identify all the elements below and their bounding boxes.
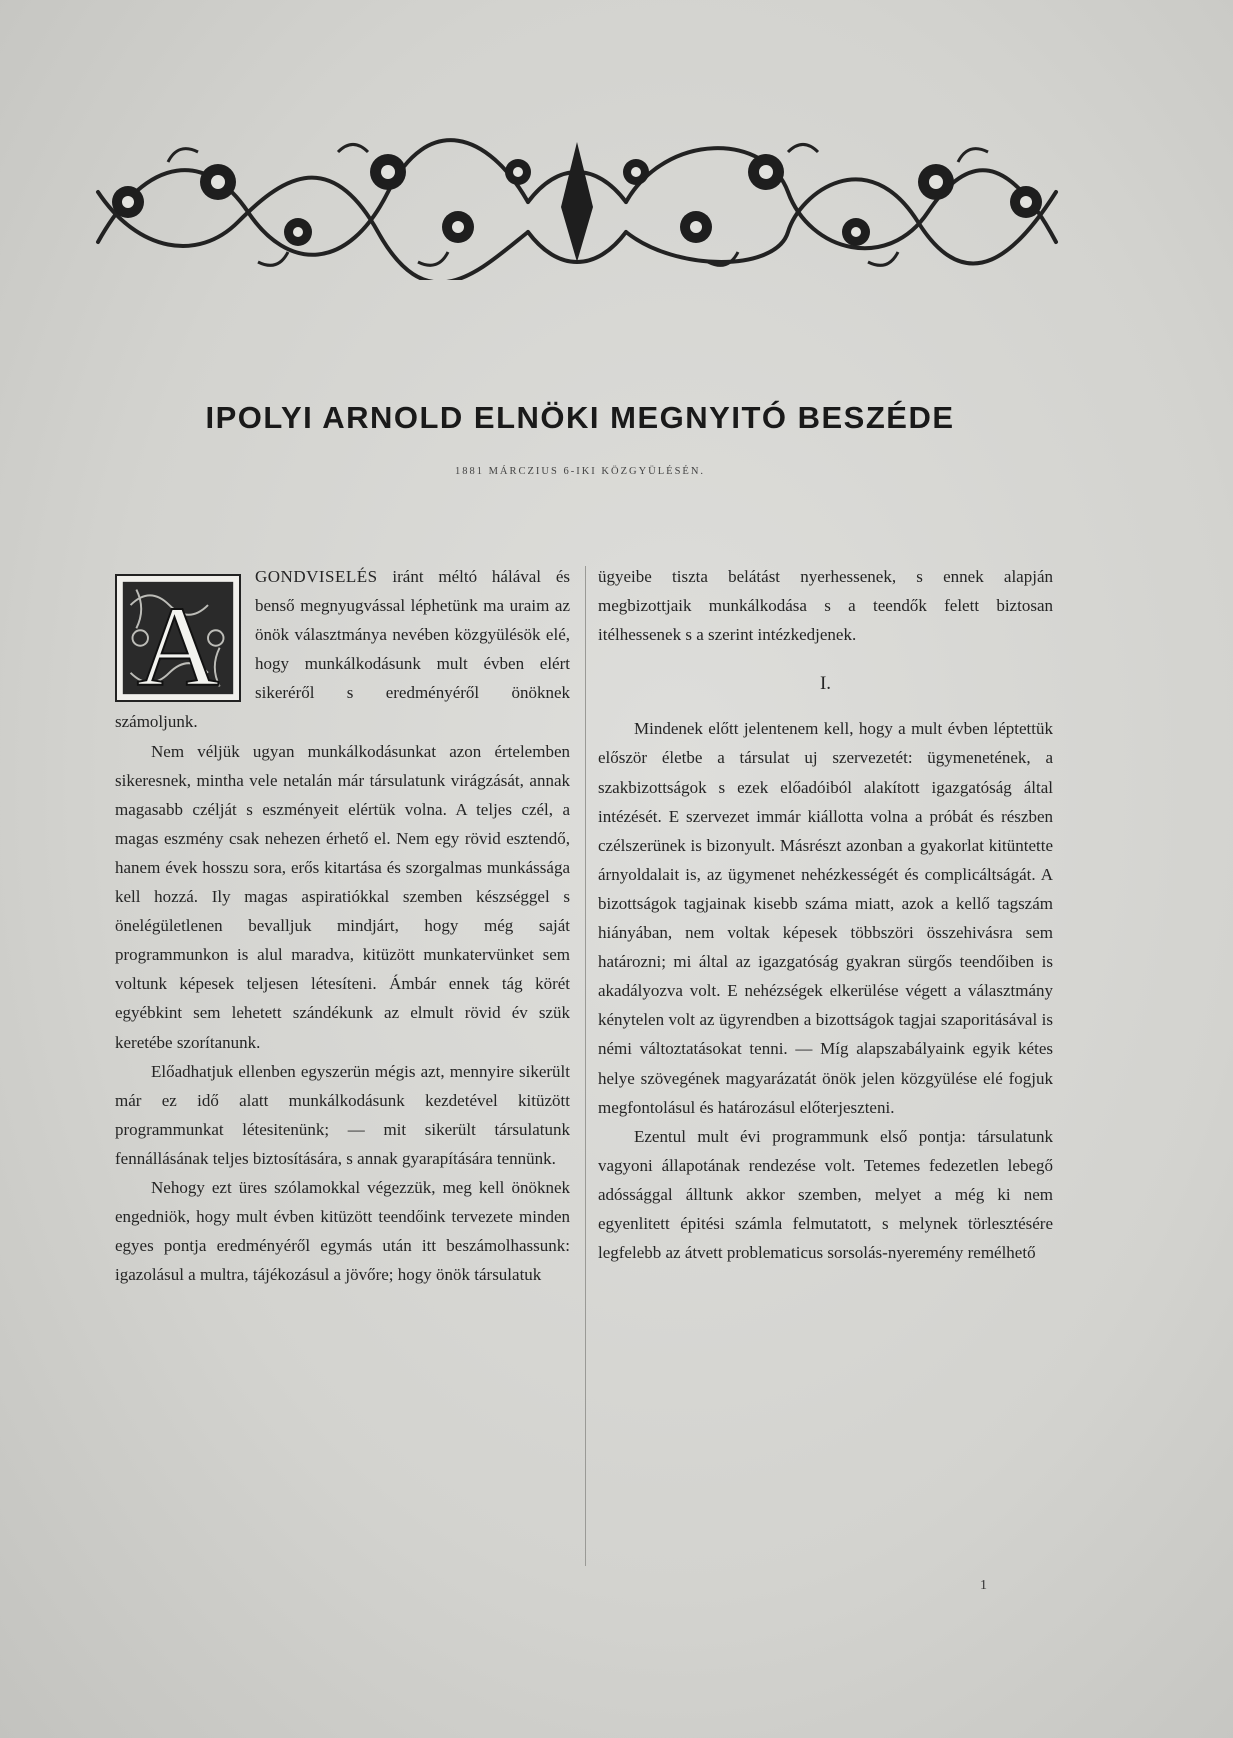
floral-ornament-headpiece bbox=[88, 132, 1066, 280]
decorated-initial bbox=[115, 574, 241, 702]
paragraph: Nehogy ezt üres szólamokkal végezzük, meg kell önöknek engedniök, hogy mult évben kitüzött teendőink tervezete minden egyes pontja eredményéről egymás után itt beszámolhassunk: igazolásul a multra, tájékozásul a jövőre; hogy önök társulatuk bbox=[115, 1177, 570, 1285]
right-column bbox=[598, 562, 1053, 1267]
paragraph-text: iránt méltó hálával és benső megnyugvással léphetünk ma uraim az önök választmánya nevében közgyülésök elé, hogy munkálkodásunk mult évben elért sikeréről s eredményéről önöknek számoljunk. bbox=[115, 567, 570, 732]
paragraph: Mindenek előtt jelentenem kell, hogy a mult évben léptettük először életbe a társulat uj szervezetét: ügymenetének, a szakbizottságok s ezek előadóiból alakított igazgatóság által intézését. E szervezet immár kiállotta volna a próbát és részben czélszerünek is bizonyult. Másrészt azonban a gyakorlat kitüntette árnyoldalait is, az ügymenet nehézkességét és complicáltságát. A bizottságok tagjainak kisebb száma miatt, azok a kellő tagszám hiányában, nem voltak képesek többszöri összehivásra sem határozni; mi által az igazgatóság gyakran sürgős teendőiben is akadályozva volt. E nehézségek elkerülése végett a választmány kénytelen volt az ügyrendben a bizottságok tagjai szaporitásával is némi változtatásokat tenni. — Míg alapszabályaink egyik kétes helye szövegének magyarázatát önök jelen közgyülése elé fogjuk megfontolásul és határozásul előterjeszteni. bbox=[598, 719, 1053, 1117]
paragraph: ügyeibe tiszta belátást nyerhessenek, s ennek alapján megbizottjaik munkálkodása s a teendők felett biztosan itélhessenek s a szerint intézkedjenek. bbox=[598, 567, 1053, 645]
page-number: 1 bbox=[980, 1578, 987, 1593]
decorated-initial-background bbox=[117, 576, 239, 700]
paragraph: Előadhatjuk ellenben egyszerün mégis azt, mennyire sikerült már ez idő alatt munkálkodásunk kezdetével kitüzött programmunkat létesitenünk; — mit sikerült társulatunk fennállásának teljes biztosítására, s annak gyarapítására tennünk. bbox=[115, 1061, 570, 1168]
column-divider bbox=[585, 566, 586, 1566]
section-numeral: I. bbox=[819, 673, 832, 695]
paragraph: Nem véljük ugyan munkálkodásunkat azon értelemben sikeresnek, mintha vele netalán már társulatunk virágzását, annak magasabb czélját s eszményeit elértük volna. A teljes czél, a magas eszmény csak nehezen érhető el. Nem egy rövid esztendő, hanem évek hosszu sora, erős kitartása és szorgalmas munkássága kell hozzá. Ily magas aspiratiókkal szemben készséggel s önelégületlenen bevalljuk mindjárt, hogy még saját programmunkon is alul maradva, kitüzött munkatervünket sem voltunk képesek teljesen létesíteni. Ámbár ennek tág körét egyébkint sem lehetett szándékunk az elmult rövid év szük keretébe szorítanunk. bbox=[115, 741, 570, 1052]
paragraph: Ezentul mult évi programmunk első pontja: társulatunk vagyoni állapotának rendezése volt. Tetemes fedezetlen lebegő adóssággal álltunk akkor szemben, melyet a még ki nem egyenlitett épitési számla felmutatott, s melynek törlesztésére legfelebb az átvett problematicus sorsolás-nyeremény remélhető bbox=[598, 1126, 1053, 1263]
article-title: IPOLYI ARNOLD ELNÖKI MEGNYITÓ BESZÉDE bbox=[205, 400, 955, 435]
article-subtitle: 1881 MÁRCZIUS 6-IKI KÖZGYÜLÉSÉN. bbox=[454, 466, 706, 477]
lead-smallcaps: GONDVISELÉS bbox=[255, 567, 378, 586]
drop-cap-letter: A bbox=[136, 582, 220, 700]
left-column bbox=[115, 562, 570, 1289]
